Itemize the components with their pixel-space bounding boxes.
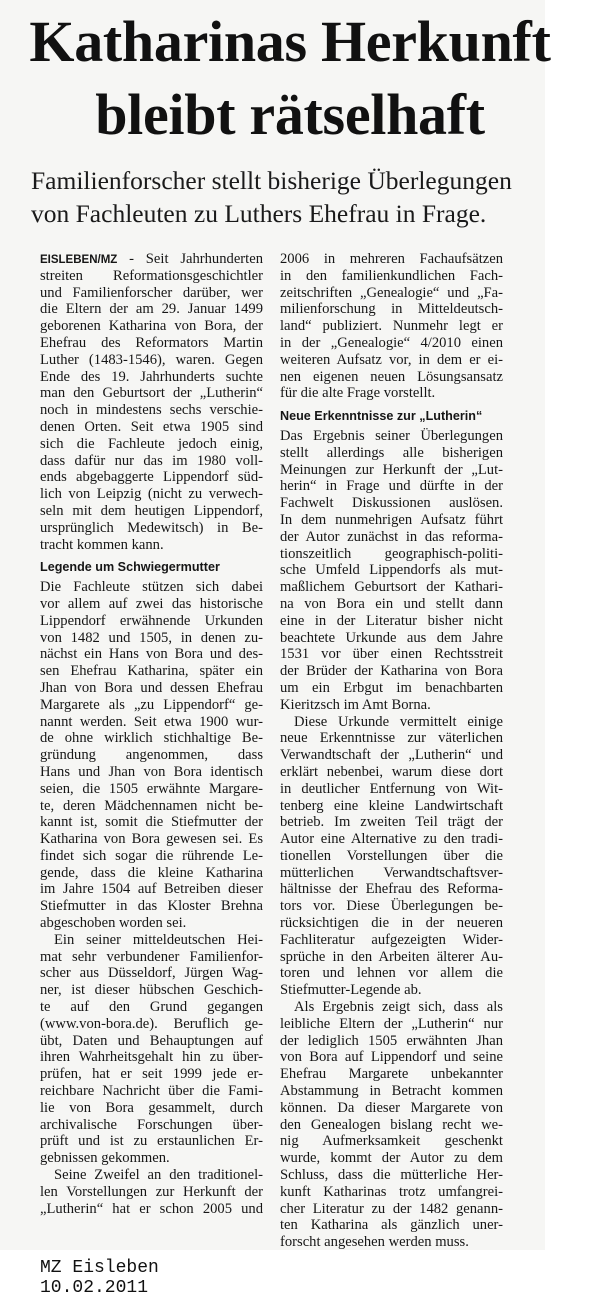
text-line: na von Bora ein und stellt dann bbox=[280, 595, 503, 612]
text-line: streiten Reformationsgeschichtler bbox=[40, 267, 263, 284]
text-line: von 1482 und 1505, in denen zu- bbox=[40, 629, 263, 646]
text-line: tracht kommen kann. bbox=[40, 536, 164, 553]
text-line: mütterlichen Verwandtschaftsver- bbox=[280, 864, 503, 881]
article-paragraph bbox=[40, 1167, 263, 1217]
text-line: reichbare Nachricht über die Fami- bbox=[40, 1083, 263, 1100]
text-line: land“ publiziert. Nunmehr legt er bbox=[280, 318, 503, 335]
text-line: sen Ehefrau Katharina, später ein bbox=[40, 663, 263, 680]
text-line: um ein Erbgut im benachbarten bbox=[280, 679, 503, 696]
text-line: tors vor. Diese Überlegungen be- bbox=[280, 898, 503, 915]
text-line: maßlichem Geburtsort der Kathari- bbox=[280, 579, 503, 596]
text-line: nen eigenen neuen Lösungsansatz bbox=[280, 368, 503, 385]
text-line: im Jahre 1504 auf Betreiben dieser bbox=[40, 881, 263, 898]
text-line: erklärt nebenbei, warum diese dort bbox=[280, 763, 503, 780]
text-line: stellt allerdings alle bisherigen bbox=[280, 444, 503, 461]
article-paragraph bbox=[40, 251, 263, 553]
text-line: der lediglich 1505 erwähnten Jhan bbox=[280, 1032, 503, 1049]
text-line: der Brüder der Katharina von Bora bbox=[280, 663, 503, 680]
source-stamp bbox=[40, 1258, 220, 1298]
text-line: sich die Fachleute jedoch einig, bbox=[40, 435, 263, 452]
text-line bbox=[40, 251, 263, 268]
stamp-date: 10.02.2011 bbox=[40, 1278, 149, 1298]
text-line: Fachliteratur aufgezeigten Wider- bbox=[280, 931, 503, 948]
text-line: Die Fachleute stützen sich dabei bbox=[40, 579, 263, 596]
text-line: findet sich sogar die rührende Le- bbox=[40, 847, 263, 864]
text-line: Stiefmutter in das Kloster Brehna bbox=[40, 898, 263, 915]
text-line: Abstammung in Betracht kommen bbox=[280, 1083, 503, 1100]
text-line: mat sehr verbundener Familienfor- bbox=[40, 948, 263, 965]
text-line: Verwandtschaft der „Lutherin“ und bbox=[280, 747, 503, 764]
text-line: von Bora auf Lippendorf und seine bbox=[280, 1049, 503, 1066]
text-line: Diese Urkunde vermittelt einige bbox=[294, 713, 503, 730]
text-line: kunft Katharinas trotz umfangrei- bbox=[280, 1183, 503, 1200]
text-line: lie von Bora gesammelt, durch bbox=[40, 1099, 263, 1116]
dateline: EISLEBEN/MZ bbox=[40, 254, 118, 266]
headline-line-1: Katharinas Herkunft bbox=[29, 9, 551, 74]
text-line: Kieritzsch im Amt Borna. bbox=[280, 696, 431, 713]
text-line: Katharina von Bora gewesen sei. Es bbox=[40, 831, 263, 848]
subheadline-line-2: von Fachleuten zu Luthers Ehefrau in Frage. bbox=[31, 199, 487, 228]
text-line: tenberg eine kleine Landwirtschaft bbox=[280, 797, 503, 814]
text-line: nannt werden. Seit etwa 1900 wur- bbox=[40, 713, 263, 730]
text-line: ten Katharina als gänzlich uner- bbox=[280, 1217, 503, 1234]
text-line: zeitschriften „Genealogie“ und „Fa- bbox=[280, 284, 503, 301]
text-line: die Eltern der am 29. Januar 1499 bbox=[40, 301, 263, 318]
text-line: weiteren Aufsatz vor, in dem er ei- bbox=[280, 351, 503, 368]
text-line: tionellen Vorstellungen über die bbox=[280, 847, 503, 864]
article-paragraph bbox=[40, 579, 263, 932]
text-line: gebnissen gekommen. bbox=[40, 1150, 170, 1167]
text-line: seien, die 1505 erwähnte Margare- bbox=[40, 780, 263, 797]
text-line: „Lutherin“ hat er schon 2005 und bbox=[40, 1200, 263, 1217]
text-line: Ehefrau Margarete unbekannter bbox=[280, 1066, 503, 1083]
text-line: rücksichtigen die in der neueren bbox=[280, 915, 503, 932]
text-line: Meinungen zur Herkunft der „Lut- bbox=[280, 461, 503, 478]
text-line: archivalische Forschungen über- bbox=[40, 1116, 263, 1133]
text-line: Lippendorf erwähnende Urkunden bbox=[40, 612, 263, 629]
text-line: te auf den Grund gegangen bbox=[40, 999, 263, 1016]
text-line: tionszeitlich geographisch-politi- bbox=[280, 545, 503, 562]
article-paragraph bbox=[280, 999, 503, 1251]
text-line: ursprünglich Medewitsch) in Be- bbox=[40, 519, 263, 536]
text-line: In dem nunmehrigen Aufsatz führt bbox=[280, 511, 503, 528]
text-line: lich von Leipzig (nicht zu verwech- bbox=[40, 486, 263, 503]
article-paragraph bbox=[280, 251, 503, 402]
text-line: eine in der Literatur bisher nicht bbox=[280, 612, 503, 629]
text-line: noch in mindestens sechs verschie- bbox=[40, 402, 263, 419]
text-line: für die alte Frage vorstellt. bbox=[280, 385, 436, 402]
text-line: 2006 in mehreren Fachaufsätzen bbox=[280, 251, 503, 267]
text-line: Ehefrau des Reformators Martin bbox=[40, 334, 263, 351]
text-line: gende, dass die kleine Katharina bbox=[40, 864, 263, 881]
text-line: dass dafür nur das im 1980 voll- bbox=[40, 452, 263, 469]
text-line: cher Literatur zu der 1482 genann- bbox=[280, 1200, 503, 1217]
text-line: und Familienforscher darüber, wer bbox=[40, 284, 263, 301]
text-line: scher aus Düsseldorf, Jürgen Wag- bbox=[40, 965, 263, 982]
text-line: in den familienkundlichen Fach- bbox=[280, 267, 503, 284]
article-column-left bbox=[40, 251, 263, 1217]
text-line: de ohne wirklich stichhaltige Be- bbox=[40, 730, 263, 747]
text-line: (www.von-bora.de). Beruflich ge- bbox=[40, 1015, 263, 1032]
text-line: Schluss, dass die mütterliche Her- bbox=[280, 1167, 503, 1184]
text-line: nig Aufmerksamkeit geschenkt bbox=[280, 1133, 503, 1150]
text-line: prüft und ist zu erstaunlichen Er- bbox=[40, 1133, 263, 1150]
text-line: abgeschoben worden sei. bbox=[40, 915, 187, 932]
text-line: toren und lehnen vor allem die bbox=[280, 965, 503, 982]
text-line: vor allem auf zwei das historische bbox=[40, 595, 263, 612]
text-line: ends abgebaggerte Lippendorf süd- bbox=[40, 469, 263, 486]
text-line: Fachwelt Diskussionen auslösen. bbox=[280, 495, 503, 512]
text-line: der Autor zunächst in das reforma- bbox=[280, 528, 503, 545]
headline-line-2: bleibt rätselhaft bbox=[95, 82, 485, 147]
text-line: geborenen Katharina von Bora, der bbox=[40, 318, 263, 335]
text-line: Stiefmutter-Legende ab. bbox=[280, 982, 422, 999]
text-line: te, deren Mädchennamen nicht be- bbox=[40, 797, 263, 814]
text-line: neue Erkenntnisse zur väterlichen bbox=[280, 730, 503, 747]
text-line: Jhan von Bora und dessen Ehefrau bbox=[40, 679, 263, 696]
text-line: in der „Genealogie“ 4/2010 einen bbox=[280, 334, 503, 351]
text-line: man den Geburtsort der „Lutherin“ bbox=[40, 385, 263, 402]
text-line: können. Da dieser Margarete von bbox=[280, 1099, 503, 1116]
article-paragraph bbox=[40, 932, 263, 1167]
stamp-source: MZ Eisleben bbox=[40, 1258, 159, 1278]
text-line: beachtete Urkunde aus dem Jahre bbox=[280, 629, 503, 646]
text-line: in deutlicher Entfernung von Wit- bbox=[280, 780, 503, 797]
text-line: denen Orten. Seit etwa 1905 sind bbox=[40, 418, 263, 435]
text-line: sche Umfeld Lippendorfs als mut- bbox=[280, 562, 503, 579]
text-line: Seine Zweifel an den traditionel- bbox=[54, 1167, 263, 1184]
text-line: forscht angesehen werden muss. bbox=[280, 1234, 469, 1251]
section-heading: Neue Erkenntnisse zur „Lutherin“ bbox=[280, 409, 483, 424]
text-line: seln mit dem heutigen Lippendorf, bbox=[40, 502, 263, 519]
text-line: nächst ein Hans von Bora und des- bbox=[40, 646, 263, 663]
text-line: Hans und Jhan von Bora identisch bbox=[40, 763, 263, 780]
text-line: Ende des 19. Jahrhunderts suchte bbox=[40, 368, 263, 385]
subheadline-line-1: Familienforscher stellt bisherige Überlegungen bbox=[31, 166, 512, 195]
text-line: Autor eine Alternative zu den tradi- bbox=[280, 831, 503, 848]
text-line: Das Ergebnis seiner Überlegungen bbox=[280, 427, 503, 444]
text-line: kannt ist, somit die Stiefmutter der bbox=[40, 814, 263, 831]
text-line: den Genealogen bislang recht we- bbox=[280, 1116, 503, 1133]
text-line: übt, Daten und Behauptungen auf bbox=[40, 1032, 263, 1049]
text-line: Ein seiner mitteldeutschen Hei- bbox=[54, 931, 263, 948]
text-line: betrieb. Im zweiten Teil trägt der bbox=[280, 814, 503, 831]
dateline-text: - Seit Jahrhunderten bbox=[117, 251, 263, 267]
text-line: len Vorstellungen zur Herkunft der bbox=[40, 1183, 263, 1200]
text-line: herin“ in Frage und dürfte in der bbox=[280, 478, 503, 495]
article-column-right bbox=[280, 251, 503, 1251]
text-line: Als Ergebnis zeigt sich, dass als bbox=[294, 999, 503, 1016]
text-line: Margarete als „zu Lippendorf“ ge- bbox=[40, 696, 263, 713]
article-paragraph bbox=[280, 714, 503, 1000]
text-line: ihren Wahrheitsgehalt hin zu über- bbox=[40, 1049, 263, 1066]
section-heading: Legende um Schwiegermutter bbox=[40, 560, 220, 575]
text-line: sprüche in den Arbeiten älterer Au- bbox=[280, 948, 503, 965]
text-line: wurde, kommt der Autor zu dem bbox=[280, 1150, 503, 1167]
text-line: leibliche Eltern der „Lutherin“ nur bbox=[280, 1015, 503, 1032]
article-paragraph bbox=[280, 428, 503, 714]
text-line: Luther (1483-1546), waren. Gegen bbox=[40, 351, 263, 368]
text-line: hältnisse der Ehefrau des Reforma- bbox=[280, 881, 503, 898]
text-line: 1531 vor über einen Rechtsstreit bbox=[280, 646, 503, 663]
text-line: milienforschung in Mitteldeutsch- bbox=[280, 301, 503, 318]
text-line: prüfen, hat er seit 1999 jede er- bbox=[40, 1066, 263, 1083]
text-line: gründung angenommen, dass bbox=[40, 747, 263, 764]
text-line: ner, ist dieser hübschen Geschich- bbox=[40, 982, 263, 999]
